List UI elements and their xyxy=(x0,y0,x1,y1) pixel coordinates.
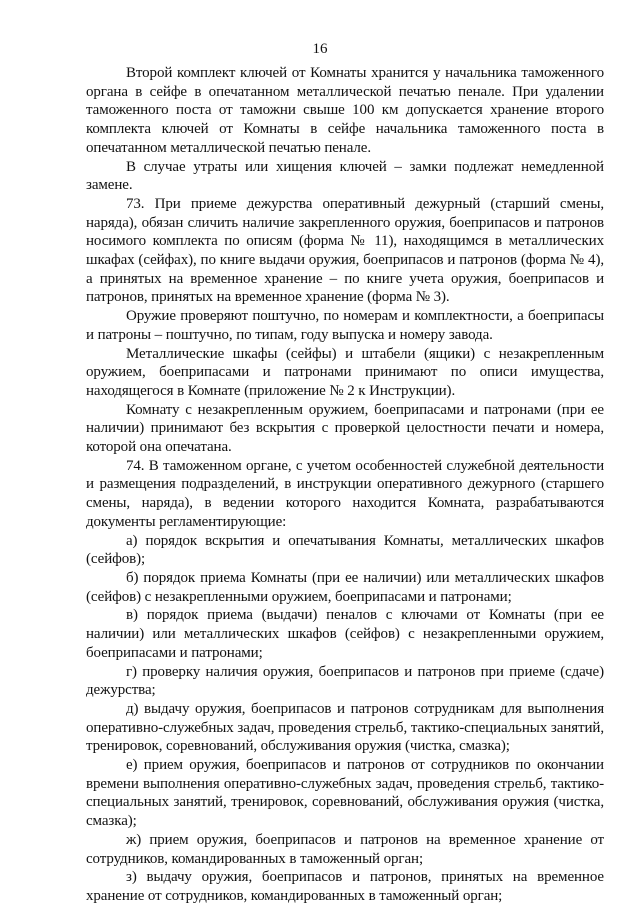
document-body xyxy=(86,64,604,906)
list-item-d: д) выдачу оружия, боеприпасов и патронов сотрудникам для выполнения оперативно-служебных задач, проведения стрельб, тактико-специальных занятий, тренировок, соревнований, обслуживания оружия (чистка, смазка); xyxy=(86,700,604,755)
list-item-zh: ж) прием оружия, боеприпасов и патронов на временное хранение от сотрудников, командированных в таможенный орган; xyxy=(86,831,604,867)
list-item-g: г) проверку наличия оружия, боеприпасов и патронов при приеме (сдаче) дежурства; xyxy=(86,663,604,699)
paragraph-74-regulations: 74. В таможенном органе, с учетом особенностей служебной деятельности и размещения подразделений, в инструкции оперативного дежурного (старшего смены, наряда), в ведении которого находится Комната, разрабатываются документы регламентирующие: xyxy=(86,457,604,530)
paragraph-weapon-check: Оружие проверяют поштучно, по номерам и комплектности, а боеприпасы и патроны – поштучно, по типам, году выпуска и номеру завода. xyxy=(86,308,604,343)
paragraph-73-duty-acceptance: 73. При приеме дежурства оперативный дежурный (старший смены, наряда), обязан сличить наличие закрепленного оружия, боеприпасов и патронов носимого комплекта по описям (форма № 11), находящимся в металлических шкафах (сейфах), по книге выдачи оружия, боеприпасов и патронов (форма № 4), а принятых на временное хранение – по книге учета оружия, боеприпасов и патронов, принятых на временное хранение (форма № 3). xyxy=(86,195,604,306)
paragraph-second-key-set: Второй комплект ключей от Комнаты хранится у начальника таможенного органа в сейфе в опечатанном металлической печатью пенале. При удалении таможенного поста от таможни свыше 100 км допускается хранение второго комплекта ключей от Комнаты в сейфе начальника таможенного поста в опечатанном металлической печатью пенале. xyxy=(86,65,604,156)
page-number: 16 xyxy=(312,41,328,57)
paragraph-metal-cabinets: Металлические шкафы (сейфы) и штабели (ящики) с незакрепленным оружием, боеприпасами и патронами принимают по описи имущества, находящегося в Комнате (приложение № 2 к Инструкции). xyxy=(86,345,604,399)
paragraph-key-loss: В случае утраты или хищения ключей – замки подлежат немедленной замене. xyxy=(86,158,604,194)
list-item-a: а) порядок вскрытия и опечатывания Комнаты, металлических шкафов (сейфов); xyxy=(86,532,604,568)
list-item-v: в) порядок приема (выдачи) пеналов с ключами от Комнаты (при ее наличии) или металлических шкафов (сейфов) с незакрепленными оружием, боеприпасами и патронами; xyxy=(86,607,604,661)
paragraph-room-acceptance: Комнату с незакрепленным оружием, боеприпасами и патронами (при ее наличии) принимают без вскрытия с проверкой целостности печати и номера, которой она опечатана. xyxy=(86,401,604,456)
list-item-b: б) порядок приема Комнаты (при ее наличии) или металлических шкафов (сейфов) с незакрепленными оружием, боеприпасами и патронами; xyxy=(86,569,604,605)
list-item-z: з) выдачу оружия, боеприпасов и патронов, принятых на временное хранение от сотрудников, командированных в таможенный орган; xyxy=(86,869,604,904)
list-item-e: е) прием оружия, боеприпасов и патронов от сотрудников по окончании времени выполнения оперативно-служебных задач, проведения стрельб, тактико-специальных занятий, тренировок, соревнований, обслуживания оружия (чистка, смазка); xyxy=(86,757,604,830)
